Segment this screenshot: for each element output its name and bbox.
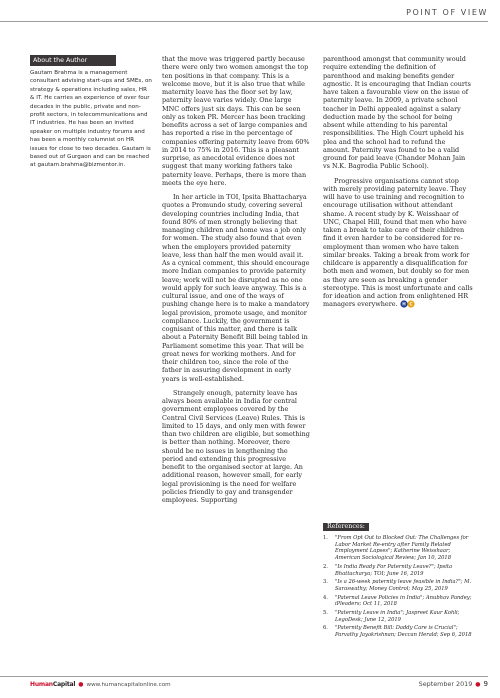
paragraph-text: Progressive organisations cannot stop with merely providing paternity leave. They will have to use training and recognition to encourage utilisation without attendant shame. A recent study by K. Weisshaar of UNC, Chapel Hill, found that men who have taken a break to take care of their children find it even harder to be considered for re-employment than women who have taken similar breaks. Taking a break from work for childcare is apparently a disqualification for both men and women, but doubly so for men as they are seen as breaking a gender stereotype. This is most unfortunate and calls for ideation and action from enlightened HR managers everywhere. xyxy=(323,176,473,309)
article-column-3 xyxy=(323,55,473,315)
reference-item xyxy=(323,579,473,592)
footer-right xyxy=(419,680,488,688)
reference-text: "Paternity Benefit Bill: Daddy Care is Crucial"; Parvathy Jayakrishnan; Deccan Herald; Sep 6, 2018 xyxy=(335,625,472,639)
svg-text:H: H xyxy=(401,301,406,307)
reference-item xyxy=(323,595,473,608)
end-mark-icon xyxy=(400,300,416,308)
logo-cap: Capital xyxy=(52,681,76,688)
about-author-box xyxy=(30,55,152,170)
svg-text:C: C xyxy=(409,301,413,307)
logo-main: Human xyxy=(30,681,53,688)
paragraph: parenthood amongst that community would require extending the definition of parenthood and making benefits gender agnostic. It is encouraging that Indian courts have taken a favourable view on the issue of paternity leave. In 2009, a private school teacher in Delhi appealed against a salary deduction made by the school for being absent while attending to his parental responsibilities. The High Court upheld his plea and the school had to refund the amount. Paternity was found to be a valid ground for paid leave (Chander Mohan Jain vs N.K. Bagrodia Public School). xyxy=(323,55,471,171)
reference-text: "Is India Ready For Paternity Leave?"; Ipsita Bhattacharya; TOI; June 16, 2019 xyxy=(335,563,453,577)
reference-item xyxy=(323,610,473,623)
reference-number: 4. xyxy=(323,594,328,601)
references-list xyxy=(323,535,473,639)
page-number: 9 xyxy=(483,680,488,688)
paragraph: In her article in TOI, Ipsita Bhattacharya quotes a Promundo study, covering several developing countries including India, that found 80% of men strongly believing that managing children and home was a job only for women. The study also found that even when the employers provided paternity leave, less than half the men would avail it. As a cynical comment, this should encourage more Indian companies to provide paternity leave; work will not be disrupted as no one would apply for such leave anyway. This is a cultural issue, and one of the ways of pushing change here is to make a mandatory legal provision, promote usage, and monitor compliance. Luckily, the government is cognisant of this matter, and there is talk about a Paternity Benefit Bill being tabled in Parliament sometime this year. That will be great news for working mothers. And for their children too, since the role of the father in assuring development in early years is well-established. xyxy=(162,193,310,383)
header-divider xyxy=(0,21,488,22)
references-heading: References: xyxy=(323,523,369,531)
reference-number: 5. xyxy=(323,610,328,617)
reference-number: 1. xyxy=(323,535,328,541)
bullet-icon: ● xyxy=(78,681,84,688)
issue-date: September 2019 xyxy=(418,680,473,688)
bullet-icon: ● xyxy=(475,680,481,688)
footer-divider xyxy=(0,676,488,677)
reference-text: "Paternal Leave Policies in India"; Anubhav Pandey; iPleaders; Oct 11, 2018 xyxy=(335,594,472,608)
article-column-2 xyxy=(162,55,310,510)
publication-logo xyxy=(30,681,75,688)
about-author-heading: About the Author xyxy=(30,55,116,66)
reference-item xyxy=(323,625,473,638)
paragraph-final xyxy=(323,177,473,309)
references-box xyxy=(323,513,473,641)
reference-text: "Paternity Leave in India"; Jaspreet Kaur Kohli; LegoDesk; June 12, 2019 xyxy=(335,610,460,623)
reference-number: 3. xyxy=(323,579,328,586)
reference-item xyxy=(323,564,473,577)
paragraph: that the move was triggered partly because there were only two women amongst the top ten positions in that company. This is a welcome move, but it is also true that while maternity leave has the floor set by law, paternity leave varies widely. One large MNC offers just six days. This can be seen only as token PR. Mercer has been tracking benefits across a set of large companies and has reported a rise in the percentage of companies offering paternity leave from 60% in 2014 to 75% in 2016. This is a pleasant surprise, as anecdotal evidence does not suggest that many working fathers take paternity leave. Perhaps, there is more than meets the eye here. xyxy=(162,55,310,187)
reference-number: 2. xyxy=(323,563,328,570)
reference-item xyxy=(323,535,473,562)
reference-text: "Is a 26-week paternity leave feasible in India?"; M. Saraswathy; Money Control; May 25, 2019 xyxy=(335,579,472,592)
section-label: POINT OF VIEW xyxy=(406,8,488,17)
footer-left xyxy=(30,681,171,688)
about-author-bio: Gautam Brahma is a management consultant advising start-ups and SMEs, on strategy & operations including sales, HR & IT. He carries an experience of over four decades in the public, private and non-profit sectors, in telecommunications and IT industries. He has been an invited speaker on multiple industry forums and has been a monthly columnist on HR issues for close to two decades. Gautam is based out of Gurgaon and can be reached at gautam.brahma@bizmentor.in. xyxy=(30,70,152,169)
website-link[interactable]: www.humancapitalonline.com xyxy=(86,681,171,688)
reference-number: 6. xyxy=(323,625,328,632)
reference-text: "From Opt Out to Blocked Out: The Challenges for Labor Market Re-entry after Family Related Employment Lapses"; Katherine Weisshaar; American Sociological Review; Jan 10, 2018 xyxy=(335,535,469,562)
paragraph: Strangely enough, paternity leave has always been available in India for central government employees covered by the Central Civil Services (Leave) Rules. This is limited to 15 days, and only men with fewer than two children are eligible, but something is better than nothing. Moreover, there should be no issues in lengthening the period and extending this progressive benefit to the organised sector at large. An additional reason, however small, for early legal provisioning is the need for welfare policies friendly to gay and transgender employees. Supporting xyxy=(162,388,310,504)
